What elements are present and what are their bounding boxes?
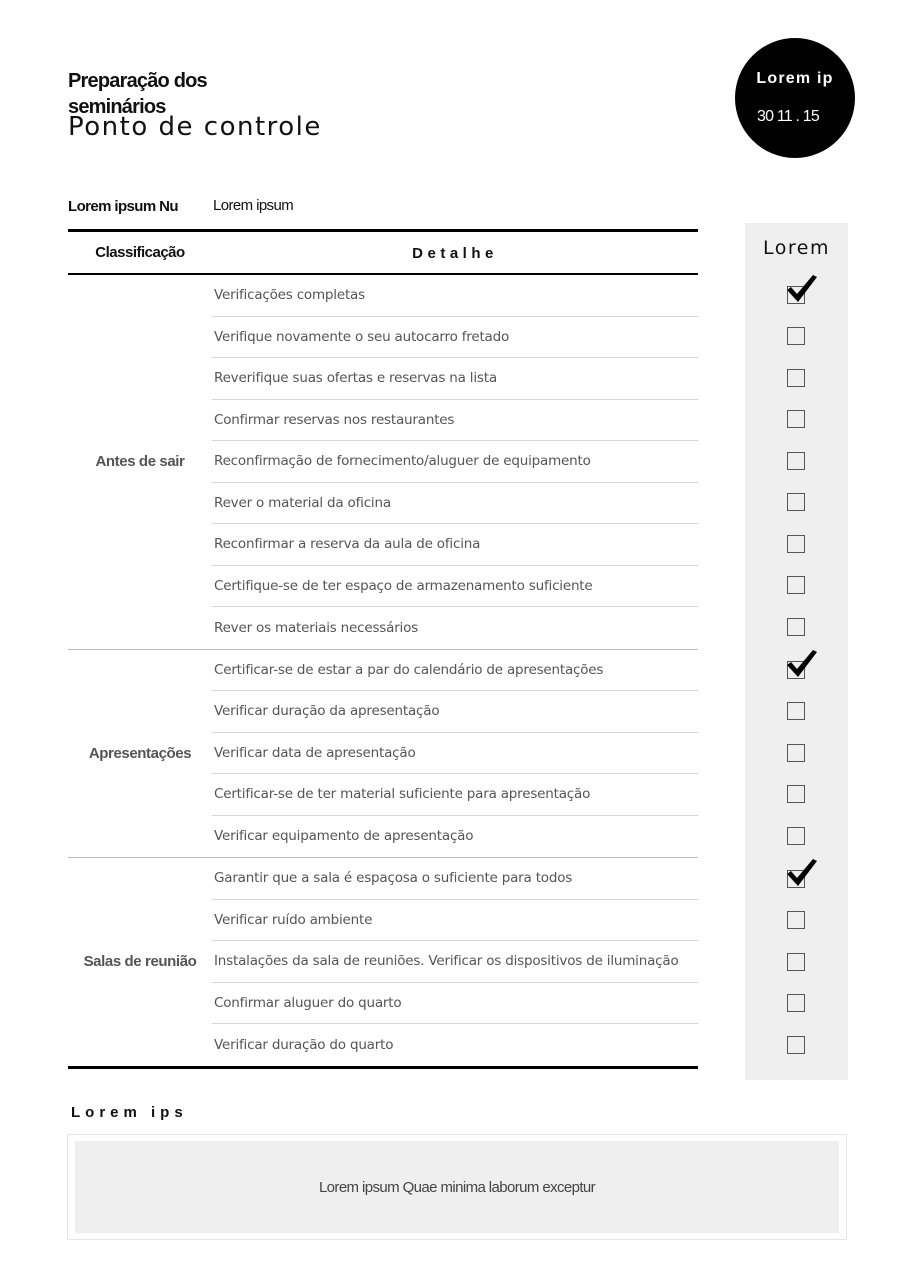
notes-box: [67, 1134, 847, 1240]
table-body: [68, 275, 698, 1066]
group-label: Apresentações: [88, 744, 192, 762]
table-row: Certificar-se de ter material suficiente para apresentação: [212, 774, 698, 816]
checkmark-icon: [785, 857, 819, 889]
table-row: Verificar duração da apresentação: [212, 691, 698, 733]
checkbox[interactable]: [787, 870, 805, 888]
group-items: [212, 275, 698, 649]
checkbox[interactable]: [787, 661, 805, 679]
group-items: [212, 650, 698, 858]
checkbox[interactable]: [787, 410, 805, 428]
checkbox[interactable]: [787, 327, 805, 345]
table-row: Verificar data de apresentação: [212, 733, 698, 775]
table-row: Certifique-se de ter espaço de armazenamento suficiente: [212, 566, 698, 608]
notes-title: Lorem ips: [71, 1104, 188, 1121]
checklist-table: [68, 229, 698, 1069]
table-group: [68, 650, 698, 859]
group-label: Antes de sair: [95, 453, 185, 471]
badge-date: 30 11 . 15: [757, 108, 819, 125]
checkbox-column: [745, 223, 848, 1080]
date-badge: [735, 38, 855, 158]
document-title: Ponto de controle: [68, 112, 322, 142]
table-row: Garantir que a sala é espaçosa o suficiente para todos: [212, 858, 698, 900]
info-label: Lorem ipsum Nu: [68, 198, 178, 215]
table-row: Instalações da sala de reuniões. Verificar os dispositivos de iluminação: [212, 941, 698, 983]
checkbox[interactable]: [787, 827, 805, 845]
table-row: Reverifique suas ofertas e reservas na lista: [212, 358, 698, 400]
table-row: Reconfirmação de fornecimento/aluguer de equipamento: [212, 441, 698, 483]
checkbox[interactable]: [787, 911, 805, 929]
table-group: [68, 275, 698, 650]
checkbox[interactable]: [787, 744, 805, 762]
checkbox[interactable]: [787, 576, 805, 594]
table-row: Reconfirmar a reserva da aula de oficina: [212, 524, 698, 566]
table-row: Rever o material da oficina: [212, 483, 698, 525]
checkbox[interactable]: [787, 452, 805, 470]
group-label: Salas de reunião: [83, 953, 197, 971]
checkbox[interactable]: [787, 702, 805, 720]
checkbox[interactable]: [787, 493, 805, 511]
checkbox[interactable]: [787, 953, 805, 971]
badge-label: Lorem ip: [756, 70, 834, 87]
table-row: Verificar duração do quarto: [214, 1036, 394, 1053]
table-row: Certificar-se de estar a par do calendário de apresentações: [212, 650, 698, 692]
checkmark-icon: [785, 648, 819, 680]
checkmark-icon: [785, 273, 819, 305]
group-items: [212, 858, 698, 1066]
column-header-detail: Detalhe: [412, 245, 498, 262]
document-subtitle: Preparação dos seminários: [68, 70, 207, 118]
checkbox[interactable]: [787, 618, 805, 636]
info-value: Lorem ipsum: [213, 197, 294, 214]
column-header-classification: Classificação: [95, 244, 185, 261]
table-row: Verificações completas: [212, 275, 698, 317]
table-row: Verificar equipamento de apresentação: [214, 828, 474, 845]
checkbox[interactable]: [787, 785, 805, 803]
table-header: [68, 232, 698, 275]
notes-text: Lorem ipsum Quae minima laborum exceptur: [75, 1141, 839, 1233]
checkbox[interactable]: [787, 1036, 805, 1054]
checkbox[interactable]: [787, 994, 805, 1012]
table-group: [68, 858, 698, 1066]
checkbox[interactable]: [787, 286, 805, 304]
table-row: Rever os materiais necessários: [214, 619, 418, 636]
checkbox-column-header: Lorem: [763, 237, 830, 259]
checkbox[interactable]: [787, 369, 805, 387]
checkbox[interactable]: [787, 535, 805, 553]
table-row: Confirmar aluguer do quarto: [212, 983, 698, 1025]
table-row: Confirmar reservas nos restaurantes: [212, 400, 698, 442]
table-row: Verifique novamente o seu autocarro fretado: [212, 317, 698, 359]
table-row: Verificar ruído ambiente: [212, 900, 698, 942]
